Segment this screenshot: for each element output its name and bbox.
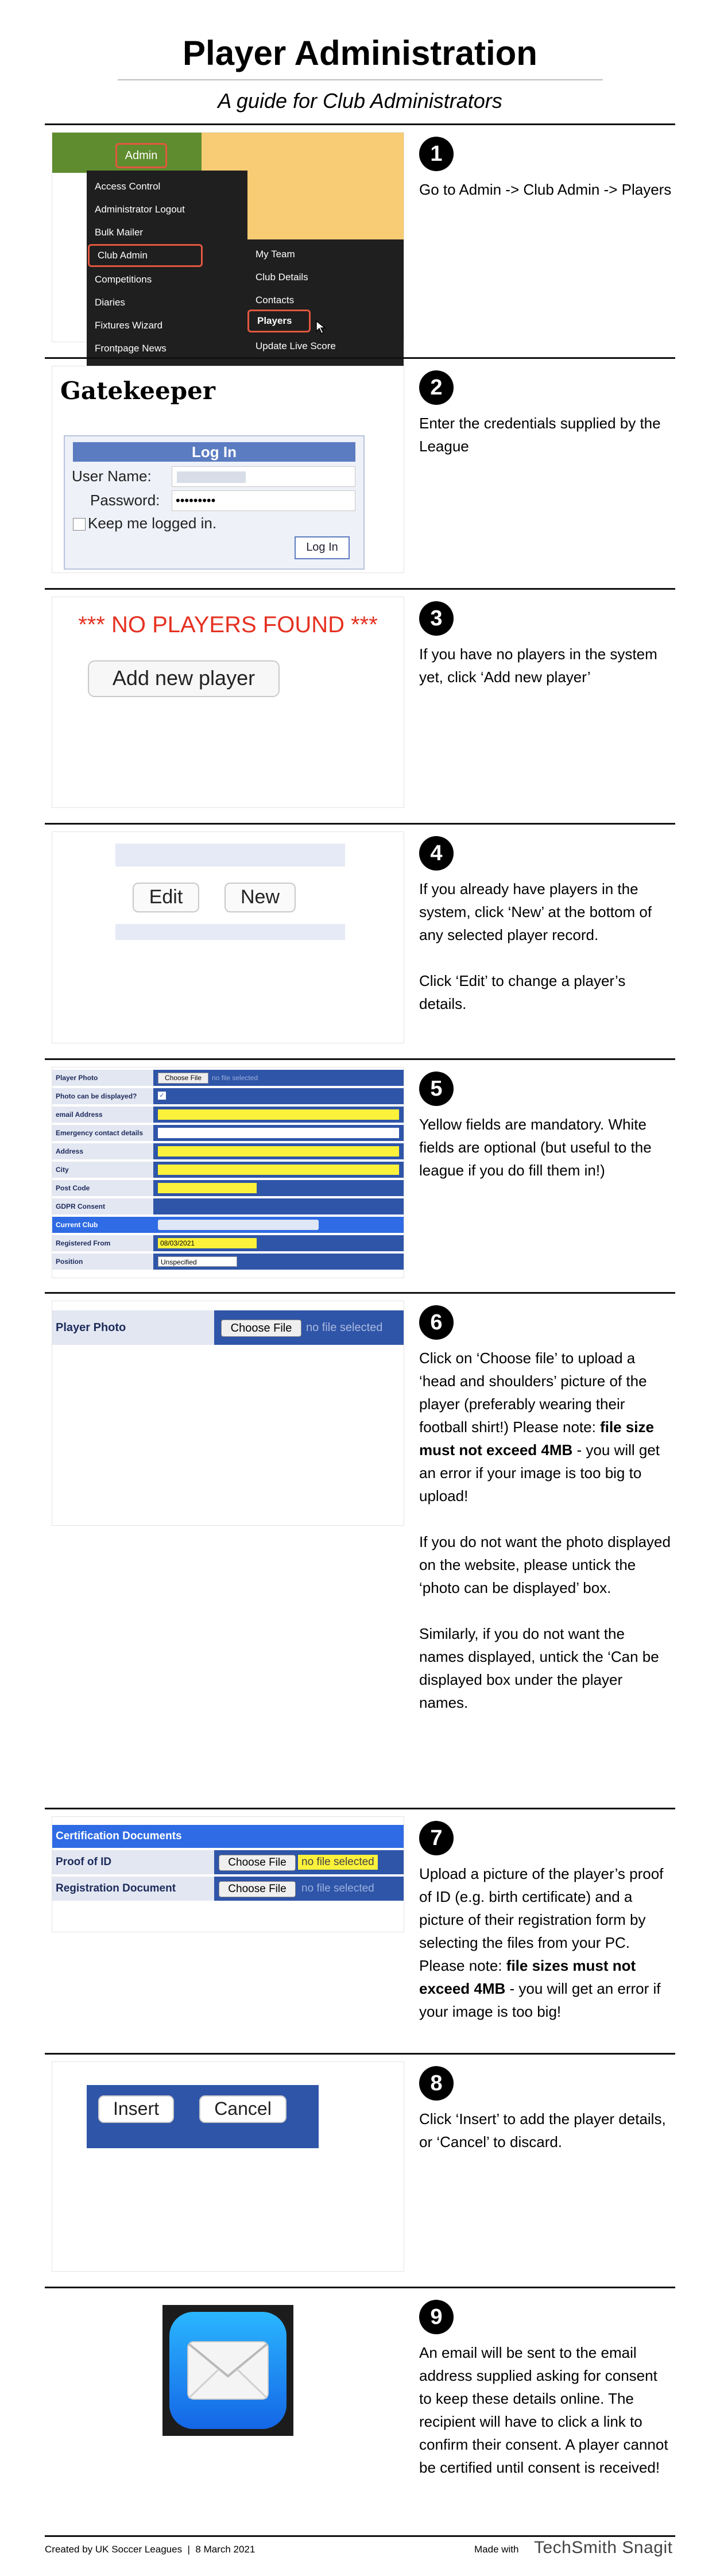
no-file-label: no file selected — [301, 1882, 374, 1894]
step-paragraph: Similarly, if you do not want the names displayed, untick the ‘Can be displayed box under the player names. — [419, 1625, 659, 1711]
current-club-select[interactable] — [158, 1220, 319, 1230]
step-number-badge: 8 — [419, 2066, 454, 2101]
step-5-section — [45, 1058, 675, 1284]
admin-dropdown-menu — [87, 171, 247, 366]
step-number-badge: 3 — [419, 601, 454, 636]
form-row-emergency — [52, 1125, 404, 1141]
step-paragraph: If you have no players in the system yet, click ‘Add new player’ — [419, 645, 657, 686]
snagit-logo: TechSmith Snagit — [534, 2538, 673, 2557]
record-header-bar — [115, 844, 345, 867]
footer-credit: Created by UK Soccer Leagues | 8 March 2021 — [45, 2544, 256, 2555]
add-new-player-button[interactable]: Add new player — [88, 660, 280, 697]
login-button[interactable]: Log In — [295, 536, 350, 559]
step-description — [419, 2341, 672, 2502]
field-label: email Address — [52, 1107, 153, 1123]
postcode-input[interactable] — [158, 1183, 257, 1193]
title-divider — [118, 79, 603, 80]
mouse-cursor-icon — [315, 320, 327, 335]
step-number-badge: 7 — [419, 1821, 454, 1855]
step-4-section — [45, 823, 675, 1050]
address-input[interactable] — [158, 1146, 399, 1157]
menu-item-administrator-logout[interactable]: Administrator Logout — [95, 204, 185, 215]
text-span: Upload a picture of the player’s proof of ID (e.g. birth certificate) and a picture of their registration form by selecting the files from your PC. Please note: — [419, 1865, 664, 1974]
page-title: Player Administration — [183, 34, 537, 72]
field-label: City — [52, 1162, 153, 1178]
text-span: - you will get an error if your image is too big! — [419, 1980, 661, 2020]
step-description — [419, 1862, 672, 2046]
step-paragraph: Go to Admin -> Club Admin -> Players — [419, 181, 672, 198]
form-row-gdpr — [52, 1198, 404, 1214]
mail-app-tile — [162, 2305, 293, 2436]
step-3-section — [45, 588, 675, 815]
footer-divider — [45, 2535, 675, 2537]
form-row-player-photo — [52, 1070, 404, 1086]
insert-button[interactable]: Insert — [98, 2095, 174, 2123]
step-number-badge: 1 — [419, 137, 454, 171]
submenu-item-my-team[interactable]: My Team — [256, 249, 295, 260]
no-file-label: no file selected — [212, 1074, 258, 1082]
step-description — [419, 2107, 672, 2176]
step-number-badge: 6 — [419, 1305, 454, 1340]
email-input[interactable] — [158, 1109, 399, 1120]
menu-item-competitions[interactable]: Competitions — [95, 274, 152, 285]
menu-item-fixtures-wizard[interactable]: Fixtures Wizard — [95, 320, 163, 331]
club-admin-submenu — [247, 239, 404, 366]
username-input[interactable] — [172, 466, 355, 487]
choose-file-button[interactable]: Choose File — [219, 1881, 296, 1897]
form-row-photo-displayed — [52, 1088, 404, 1104]
admin-menu-button[interactable]: Admin — [115, 143, 167, 168]
login-box — [64, 435, 365, 570]
player-photo-row — [52, 1310, 404, 1345]
bold-warning: file sizes must not exceed 4MB — [419, 1957, 636, 1997]
step-7-screenshot — [52, 1816, 404, 1932]
field-label: Position — [52, 1254, 153, 1270]
step-paragraph: Enter the credentials supplied by the League — [419, 415, 661, 455]
no-players-message: *** NO PLAYERS FOUND *** — [78, 612, 378, 637]
step-paragraph: Yellow fields are mandatory. White fields are optional (but useful to the league if you do fill them in!) — [419, 1116, 652, 1179]
menu-item-access-control[interactable]: Access Control — [95, 181, 161, 192]
field-label: Address — [52, 1143, 153, 1159]
form-row-position — [52, 1254, 404, 1270]
form-row-current-club — [52, 1217, 404, 1233]
player-form — [52, 1067, 404, 1299]
step-6-screenshot — [52, 1301, 404, 1526]
form-row-postcode — [52, 1180, 404, 1196]
registered-from-input[interactable]: 08/03/2021 — [158, 1238, 257, 1248]
step-1-screenshot — [52, 132, 404, 354]
keep-logged-in-label: Keep me logged in. — [88, 515, 217, 532]
position-select[interactable]: Unspecified — [158, 1256, 237, 1267]
field-label: Emergency contact details — [52, 1125, 153, 1141]
photo-displayed-checkbox[interactable]: ✓ — [158, 1092, 166, 1100]
city-input[interactable] — [158, 1165, 399, 1175]
player-photo-label: Player Photo — [52, 1310, 214, 1345]
form-action-bar — [87, 2085, 319, 2148]
step-paragraph — [419, 1862, 672, 2023]
step-description — [419, 1113, 672, 1205]
menu-item-club-admin[interactable]: Club Admin — [88, 244, 203, 267]
submenu-item-update-live-score[interactable]: Update Live Score — [256, 341, 336, 351]
form-row-address — [52, 1143, 404, 1159]
submenu-item-club-details[interactable]: Club Details — [256, 272, 308, 283]
envelope-icon — [169, 2312, 287, 2429]
footer-made-with: Made with — [474, 2544, 519, 2555]
step-paragraph: An email will be sent to the email address supplied asking for consent to keep these details online. The recipient will have to click a link to confirm their consent. A player cannot be certified until consent is received! — [419, 2344, 668, 2476]
field-label: Post Code — [52, 1180, 153, 1196]
choose-file-button[interactable]: Choose File — [221, 1320, 301, 1337]
step-description — [419, 643, 672, 711]
step-3-screenshot — [52, 597, 404, 808]
step-description — [419, 1347, 672, 1737]
submenu-item-players[interactable]: Players — [247, 310, 311, 332]
form-row-registered-from — [52, 1235, 404, 1251]
step-description — [419, 178, 672, 224]
gatekeeper-logo: Gatekeeper — [60, 377, 215, 405]
no-file-label: no file selected — [306, 1321, 383, 1334]
step-paragraph: Click ‘Edit’ to change a player’s details. — [419, 972, 626, 1012]
cancel-button[interactable]: Cancel — [199, 2095, 287, 2123]
menu-item-frontpage-news[interactable]: Frontpage News — [95, 343, 167, 354]
step-4-screenshot — [52, 831, 404, 1043]
step-number-badge: 4 — [419, 836, 454, 871]
proof-of-id-row — [52, 1850, 404, 1874]
step-paragraph: If you already have players in the system, click ‘New’ at the bottom of any selected player record. — [419, 880, 652, 943]
field-label: Current Club — [52, 1217, 153, 1233]
step-8-screenshot — [52, 2061, 404, 2272]
step-description — [419, 877, 672, 1038]
registration-document-row — [52, 1877, 404, 1901]
proof-of-id-label: Proof of ID — [52, 1850, 214, 1874]
password-input[interactable]: ••••••••• — [172, 490, 355, 511]
record-footer-bar — [115, 924, 345, 940]
step-2-screenshot — [52, 366, 404, 573]
text-span: - you will get an error if your image is too big to upload! — [419, 1441, 660, 1504]
emergency-contact-input[interactable] — [158, 1128, 399, 1138]
field-label: Registered From — [52, 1235, 153, 1251]
step-paragraph — [419, 1347, 672, 1507]
step-6-section — [45, 1292, 675, 1799]
edit-button[interactable]: Edit — [133, 883, 199, 912]
step-number-badge: 9 — [419, 2300, 454, 2334]
step-8-section — [45, 2053, 675, 2279]
username-label: User Name: — [72, 467, 152, 485]
page-subtitle: A guide for Club Administrators — [218, 89, 502, 113]
choose-file-button[interactable]: Choose File — [219, 1855, 296, 1871]
certification-header: Certification Documents — [52, 1825, 404, 1848]
form-row-email — [52, 1107, 404, 1123]
password-label: Password: — [90, 492, 160, 509]
step-5-screenshot — [52, 1067, 404, 1278]
redacted-username — [177, 471, 246, 483]
step-description — [419, 412, 672, 481]
menu-item-diaries[interactable]: Diaries — [95, 297, 125, 308]
form-row-city — [52, 1162, 404, 1178]
text-span: Click on ‘Choose file’ to upload a ‘head and shoulders’ picture of the player (preferably wearing their football shirt!) Please note: — [419, 1349, 647, 1436]
step-2-section — [45, 357, 675, 580]
login-box-title: Log In — [73, 442, 355, 462]
keep-logged-in-checkbox[interactable] — [73, 518, 86, 531]
step-9-screenshot — [52, 2295, 404, 2446]
menu-item-bulk-mailer[interactable]: Bulk Mailer — [95, 227, 144, 238]
step-number-badge: 5 — [419, 1072, 454, 1106]
field-label: Player Photo — [52, 1070, 153, 1086]
choose-file-button[interactable]: Choose File — [158, 1073, 208, 1084]
submenu-item-contacts[interactable]: Contacts — [256, 295, 295, 305]
step-9-section — [45, 2287, 675, 2535]
step-paragraph: Click ‘Insert’ to add the player details, or ‘Cancel’ to discard. — [419, 2110, 666, 2150]
bold-warning: file size must not exceed 4MB — [419, 1418, 654, 1459]
step-1-section — [45, 123, 675, 354]
field-label: GDPR Consent — [52, 1198, 153, 1214]
registration-document-label: Registration Document — [52, 1877, 214, 1901]
mail-icon — [169, 2312, 287, 2429]
step-number-badge: 2 — [419, 370, 454, 405]
step-paragraph: If you do not want the photo displayed on the website, please untick the ‘photo can be displayed’ box. — [419, 1533, 671, 1596]
new-button[interactable]: New — [224, 883, 296, 912]
step-7-section — [45, 1808, 675, 2045]
no-file-label: no file selected — [298, 1855, 378, 1870]
field-label: Photo can be displayed? — [52, 1088, 153, 1104]
